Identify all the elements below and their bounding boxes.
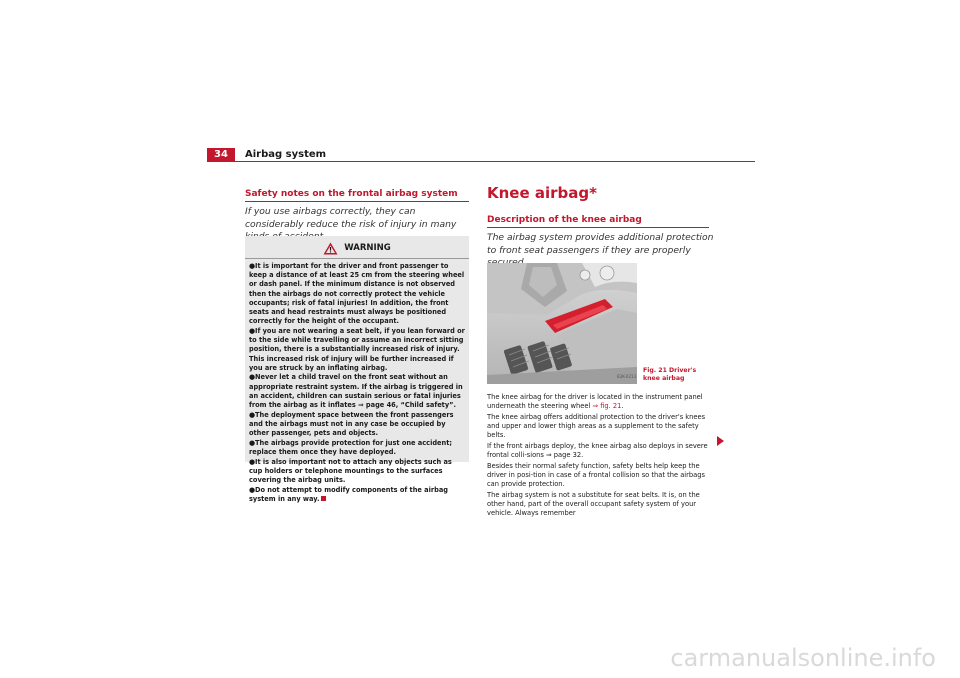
section-intro: If you use airbags correctly, they can considerably reduce the risk of injury in many xyxy=(245,206,457,230)
main-title-knee-airbag: Knee airbag* xyxy=(487,184,597,202)
warning-list xyxy=(249,262,465,505)
paragraph: The airbag system is not a substitute for seat belts. It is, on the other hand, part of the overall occupant safety system of your vehicle. Always remember xyxy=(487,491,700,517)
continue-arrow-icon xyxy=(717,436,724,446)
warning-item: ●The airbags provide protection for just one accident; replace them once they have deployed. xyxy=(249,438,453,457)
warning-item: ●Do not attempt to modify components of the airbag system in any way. xyxy=(249,485,449,504)
page-number: 34 xyxy=(207,148,235,162)
section-title-safety-notes: Safety notes on the frontal airbag system xyxy=(245,189,469,202)
warning-item: ●If you are not wearing a seat belt, if you lean forward or to the side while travelling or assume an incorrect sitting position, there is a substantially increased risk of injury. This increased risk of injury will be further increased if you are struck by an inflating airbag. xyxy=(249,326,465,372)
warning-triangle-icon xyxy=(323,242,338,255)
figure-code: B3K-0213 xyxy=(617,374,637,379)
bullet-icon: ● xyxy=(249,326,256,335)
bullet-icon: ● xyxy=(249,410,256,419)
bullet-icon: ● xyxy=(249,438,256,447)
header-rule xyxy=(207,161,755,162)
warning-box xyxy=(245,236,469,504)
warning-item: ●Never let a child travel on the front seat without an appropriate restraint system. If the airbag is triggered in an accident, children can sustain serious or fatal injuries from the airbag as it inflates ⇒ page 46, “Child safety”. xyxy=(249,373,463,410)
warning-item: ●It is also important not to attach any objects such as cup holders or telephone mountings to the surfaces covering the airbag units. xyxy=(249,457,452,485)
bullet-icon: ● xyxy=(249,262,256,270)
paragraph: Besides their normal safety function, safety belts help keep the driver in posi-tion in case of a frontal collision so that the airbags can provide protection. xyxy=(487,462,705,488)
section-intro-knee-airbag: The airbag system provides additional protection to front seat passengers if they are properly xyxy=(487,232,714,256)
knee-airbag-illustration xyxy=(487,263,637,384)
figure-knee-airbag xyxy=(487,263,637,384)
paragraph: The knee airbag for the driver is located in the instrument panel underneath the steering wheel ⇒ fig. 21. xyxy=(487,393,703,410)
end-marker-icon xyxy=(321,496,326,501)
bullet-icon: ● xyxy=(249,457,256,466)
figure-caption: Fig. 21 Driver's knee airbag xyxy=(643,367,697,382)
warning-rule xyxy=(245,258,469,259)
paragraph: The knee airbag offers additional protection to the driver's knees and upper and lower thigh areas as a supplement to the safety belts. xyxy=(487,413,706,439)
running-title: Airbag system xyxy=(245,149,327,160)
section-title-knee-airbag: Description of the knee airbag xyxy=(487,215,709,228)
warning-item: ●The deployment space between the front passengers and the airbags must not in any case be occupied by other passenger, pets and objects. xyxy=(249,410,454,438)
warning-item: ●It is important for the driver and front passenger to keep a distance of at least 25 cm from the steering wheel or dash panel. If the minimum distance is not observed then the airbags do not correctly protect the vehicle occupants; risk of fatal injuries! In addition, the front seats and head restraints must always be positioned correctly for the height of the occupant. xyxy=(249,262,465,326)
bullet-icon: ● xyxy=(249,485,256,494)
watermark: carmanualsonline.info xyxy=(670,644,936,672)
figure-reference-link[interactable]: ⇒ fig. 21 xyxy=(592,401,622,410)
body-text xyxy=(487,393,717,520)
warning-header xyxy=(245,240,469,256)
warning-label: WARNING xyxy=(344,243,391,253)
bullet-icon: ● xyxy=(249,373,256,382)
paragraph: If the front airbags deploy, the knee airbag also deploys in severe frontal colli-sions ⇒ page 32. xyxy=(487,442,708,459)
